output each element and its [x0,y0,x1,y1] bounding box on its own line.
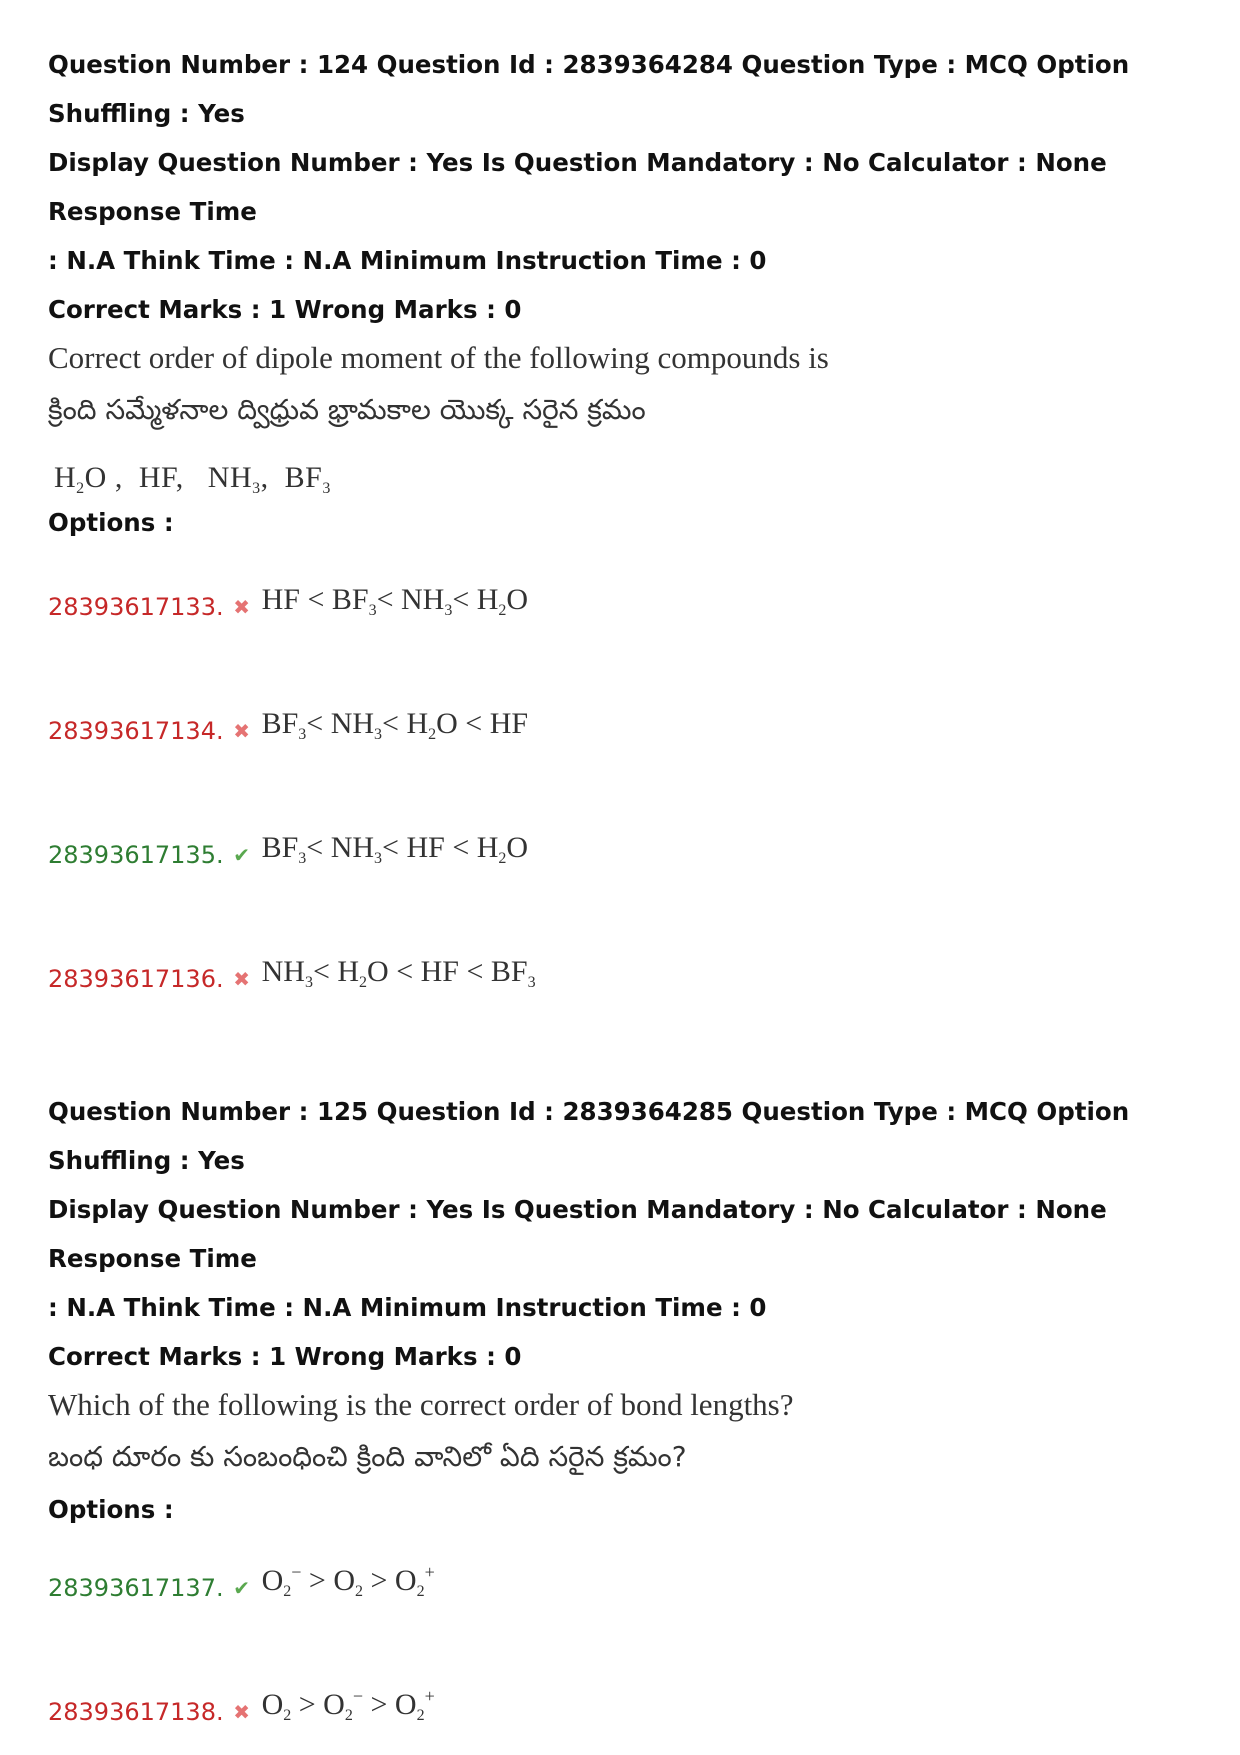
check-icon: ✔ [233,1576,250,1600]
cross-icon: ✖ [233,595,250,619]
options-label: Options : [48,1495,174,1524]
question-meta-line: : N.A Think Time : N.A Minimum Instruction Time : 0 [48,246,767,275]
formula-subscript: 3 [252,480,261,497]
question-meta-line: Display Question Number : Yes Is Question Mandatory : No Calculator : None Response Time [48,1195,1107,1273]
option-id: 28393617134. [48,717,224,745]
cross-icon: ✖ [233,1700,250,1724]
question-text-english: Which of the following is the correct order of bond lengths? [48,1387,794,1422]
option-formula: $BF_3< NH_3<$ HF < $H_2O$ [261,831,529,867]
formula-part: NH [207,461,253,494]
option-item [48,757,1198,881]
option-item [48,881,1198,1005]
question-meta-line: Question Number : 124 Question Id : 2839364284 Question Type : MCQ Option Shuffling : Yes [48,50,1130,128]
formula-part: O , [84,461,123,494]
question-text-telugu: క్రింది సమ్మేళనాల ద్విధ్రువ భ్రామకాల యొక్క సరైన క్రమం [48,393,646,426]
document-page [48,40,1198,1738]
question-124 [48,40,1198,1005]
formula-part: H [54,461,77,494]
formula-part: , [260,461,269,494]
option-id: 28393617135. [48,841,224,869]
option-formula: $BF_3< NH_3< H_2O$ < HF [261,707,529,743]
compound-list [54,461,1198,495]
formula-part: HF, [138,461,184,494]
option-id: 28393617137. [48,1574,224,1602]
marks-line: Correct Marks : 1 Wrong Marks : 0 [48,295,522,324]
question-meta-line: : N.A Think Time : N.A Minimum Instruction Time : 0 [48,1293,767,1322]
option-item [48,543,1198,633]
option-formula: $O_2^- > O_2 > O_2^+$ [261,1562,435,1600]
formula-part: BF [284,461,323,494]
check-icon: ✔ [233,843,250,867]
question-125 [48,1087,1198,1738]
option-formula: $O_2 > O_2^- > O_2^+$ [261,1686,435,1724]
option-id: 28393617136. [48,965,224,993]
marks-line: Correct Marks : 1 Wrong Marks : 0 [48,1342,522,1371]
option-id: 28393617138. [48,1698,224,1726]
option-id: 28393617133. [48,593,224,621]
option-item [48,1530,1198,1614]
formula-subscript: 3 [322,480,331,497]
question-text-english: Correct order of dipole moment of the following compounds is [48,340,829,375]
option-formula: HF < $BF_3< NH_3< H_2O$ [261,583,529,619]
cross-icon: ✖ [233,967,250,991]
option-formula: $NH_3< H_2O$ < HF < $BF_3$ [261,955,536,991]
option-item [48,633,1198,757]
cross-icon: ✖ [233,719,250,743]
question-meta-line: Display Question Number : Yes Is Question Mandatory : No Calculator : None Response Time [48,148,1107,226]
formula-subscript: 2 [76,480,85,497]
question-meta-line: Question Number : 125 Question Id : 2839364285 Question Type : MCQ Option Shuffling : Yes [48,1097,1130,1175]
option-item [48,1614,1198,1738]
question-text-telugu: బంధ దూరం కు సంబంధించి క్రింది వానిలో ఏది సరైన క్రమం? [48,1440,687,1473]
options-label: Options : [48,508,174,537]
